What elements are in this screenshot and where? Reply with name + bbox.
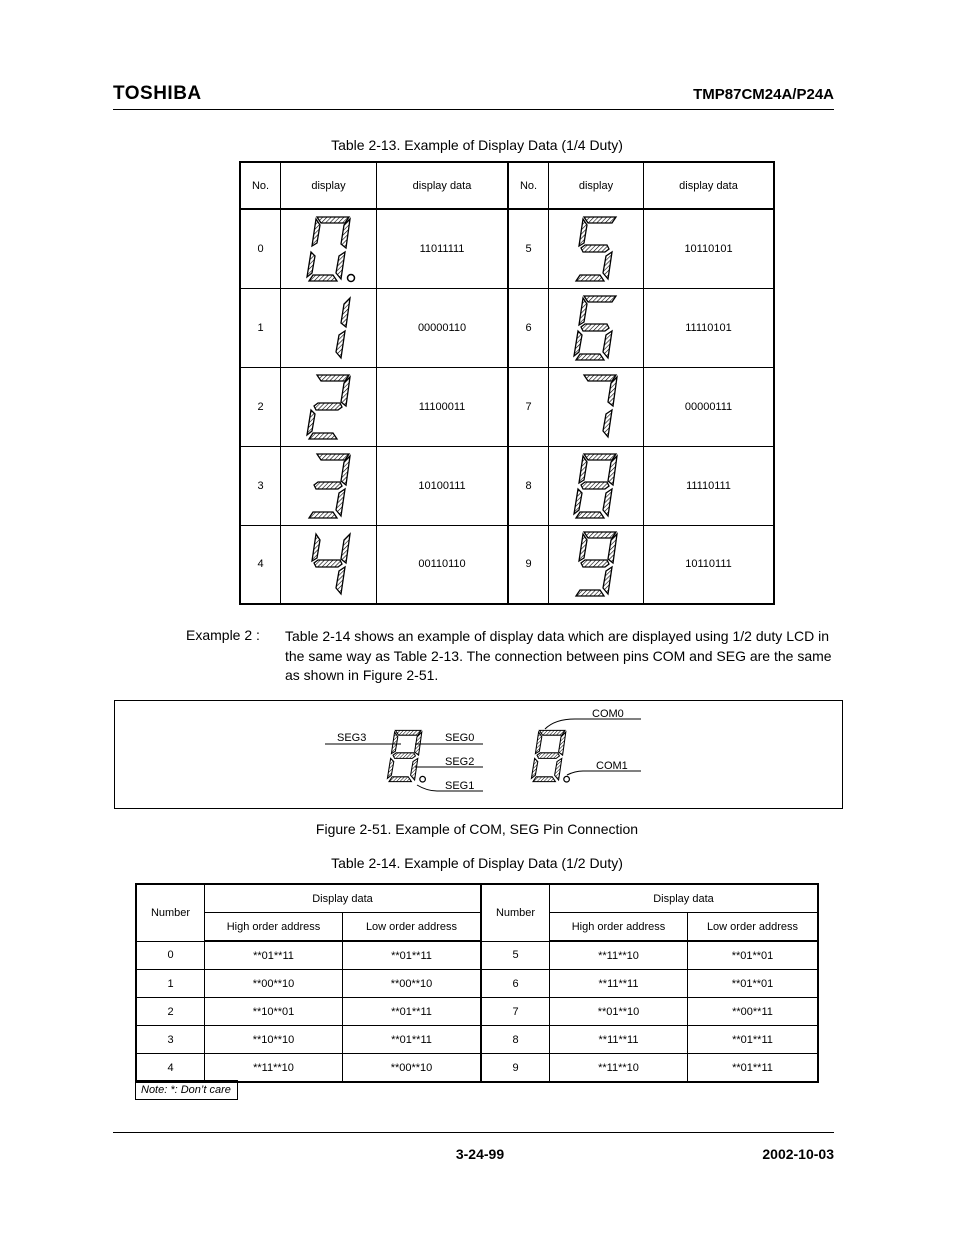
segment-f — [391, 732, 397, 754]
segment-c — [603, 489, 612, 516]
low-value: **00**10 — [343, 1054, 482, 1083]
seven-segment-digit-7 — [566, 373, 626, 441]
high-value: **11**10 — [550, 941, 688, 970]
table14-caption: Table 2-14. Example of Display Data (1/2 Duty) — [331, 855, 623, 871]
table-row — [136, 970, 818, 998]
com0-label: COM0 — [592, 708, 624, 720]
display-data-value: 10110111 — [644, 525, 775, 604]
display-data-value: 10110101 — [644, 209, 775, 288]
seven-segment-digit-5 — [566, 215, 626, 283]
high-value: **11**10 — [205, 1054, 343, 1083]
segment-a — [584, 454, 616, 460]
table-row — [136, 1054, 818, 1083]
segment-d — [309, 275, 337, 281]
seg0-label: SEG0 — [445, 732, 475, 744]
table-row — [240, 288, 774, 367]
segment-c — [411, 758, 418, 780]
seven-segment-digit-3 — [299, 452, 359, 520]
segment-f — [535, 732, 541, 754]
segment-g — [581, 482, 609, 489]
figure-pin-connection — [114, 700, 843, 809]
segment-c — [603, 567, 612, 594]
segment-g — [393, 753, 415, 759]
decimal-point-icon — [420, 776, 426, 782]
header-rule — [113, 109, 834, 110]
row-number: 6 — [508, 288, 549, 367]
segment-a — [584, 217, 616, 223]
high-value: **11**11 — [550, 970, 688, 998]
segment-a — [584, 532, 616, 538]
segment-g — [581, 324, 609, 331]
segment-d — [309, 433, 337, 439]
table-row — [240, 446, 774, 525]
segment-a — [539, 730, 565, 735]
com-digit-diagram — [531, 719, 641, 782]
digit-cell — [549, 367, 644, 446]
segment-a — [395, 730, 421, 735]
segment-d — [576, 512, 604, 518]
example-description: Table 2-14 shows an example of display data which are displayed using 1/2 duty LCD in the same way as Table 2-13. The connection between pins COM and SEG are the same as shown in Figure 2-51. — [285, 628, 832, 683]
seg2-label: SEG2 — [445, 756, 475, 768]
decimal-point-icon — [564, 776, 570, 782]
row-number: 0 — [136, 941, 205, 970]
col-display-data: Display data — [205, 884, 482, 913]
page-number: 3-24-99 — [455, 1146, 505, 1162]
digit-cell — [549, 209, 644, 288]
segment-d — [309, 512, 337, 518]
col-high-order: High order address — [205, 913, 343, 942]
segment-g — [537, 753, 559, 759]
table-row — [240, 367, 774, 446]
row-number: 0 — [240, 209, 281, 288]
table-row — [136, 998, 818, 1026]
table-row — [240, 525, 774, 604]
col-no: No. — [240, 162, 281, 209]
segment-e — [307, 410, 315, 435]
segment-f — [579, 298, 587, 325]
segment-e — [307, 252, 315, 277]
low-value: **01**11 — [343, 1026, 482, 1054]
row-number: 7 — [508, 367, 549, 446]
brand-logo: TOSHIBA — [113, 83, 202, 104]
figure-caption: Figure 2-51. Example of COM, SEG Pin Connection — [315, 821, 639, 837]
row-number: 1 — [136, 970, 205, 998]
row-number: 6 — [481, 970, 550, 998]
display-data-table-half-duty — [135, 883, 819, 1083]
segment-e — [574, 489, 582, 514]
decimal-point-icon — [347, 274, 354, 281]
high-value: **11**10 — [550, 1054, 688, 1083]
seven-segment-digit-2 — [299, 373, 359, 441]
seven-segment-digit-8 — [531, 730, 569, 782]
segment-a — [584, 296, 616, 302]
high-value: **01**10 — [550, 998, 688, 1026]
table-row — [136, 1026, 818, 1054]
low-value: **01**11 — [343, 998, 482, 1026]
segment-f — [579, 456, 587, 483]
display-data-value: 10100111 — [377, 446, 509, 525]
display-data-value: 11110111 — [644, 446, 775, 525]
segment-d — [576, 275, 604, 281]
segment-f — [579, 534, 587, 561]
display-data-value: 11100011 — [377, 367, 509, 446]
row-number: 4 — [136, 1054, 205, 1083]
row-number: 4 — [240, 525, 281, 604]
high-value: **10**01 — [205, 998, 343, 1026]
segment-g — [314, 560, 342, 567]
col-display-data: display data — [644, 162, 775, 209]
segment-a — [317, 217, 349, 223]
segment-g — [581, 560, 609, 567]
col-display-data: display data — [377, 162, 509, 209]
segment-c — [336, 252, 345, 279]
row-number: 2 — [136, 998, 205, 1026]
segment-e — [531, 758, 537, 778]
segment-f — [579, 219, 587, 246]
segment-c — [336, 489, 345, 516]
table-row — [240, 209, 774, 288]
segment-d — [576, 590, 604, 596]
seven-segment-digit-8 — [566, 452, 626, 520]
segment-a — [317, 375, 349, 381]
segment-d — [576, 354, 604, 360]
seven-segment-digit-4 — [299, 530, 359, 598]
col-low-order: Low order address — [343, 913, 482, 942]
low-value: **01**11 — [343, 941, 482, 970]
seg3-label: SEG3 — [337, 732, 367, 744]
high-value: **00**10 — [205, 970, 343, 998]
segment-c — [603, 410, 612, 437]
col-number: Number — [481, 884, 550, 941]
row-number: 2 — [240, 367, 281, 446]
seven-segment-digit-1 — [299, 294, 359, 362]
segment-f — [312, 219, 320, 246]
part-number: TMP87CM24A/P24A — [693, 86, 834, 103]
segment-g — [314, 482, 342, 489]
row-number: 3 — [136, 1026, 205, 1054]
segment-a — [317, 454, 349, 460]
high-value: **01**11 — [205, 941, 343, 970]
digit-cell — [281, 209, 377, 288]
row-number: 9 — [481, 1054, 550, 1083]
segment-b — [341, 534, 350, 563]
segment-c — [336, 331, 345, 358]
segment-e — [574, 331, 582, 356]
segment-c — [336, 567, 345, 594]
col-display-data: Display data — [550, 884, 819, 913]
display-data-value: 00000111 — [644, 367, 775, 446]
segment-g — [314, 403, 342, 410]
seven-segment-digit-0 — [299, 215, 359, 283]
com1-label: COM1 — [596, 760, 628, 772]
display-data-value: 00110110 — [377, 525, 509, 604]
digit-cell — [549, 525, 644, 604]
row-number: 5 — [508, 209, 549, 288]
low-value: **01**11 — [688, 1026, 819, 1054]
row-number: 8 — [481, 1026, 550, 1054]
col-high-order: High order address — [550, 913, 688, 942]
table-row — [136, 941, 818, 970]
dont-care-note: Note: *: Don’t care — [135, 1080, 238, 1100]
high-value: **11**11 — [550, 1026, 688, 1054]
col-number: Number — [136, 884, 205, 941]
low-value: **00**10 — [343, 970, 482, 998]
seg1-label: SEG1 — [445, 780, 475, 792]
digit-cell — [281, 288, 377, 367]
low-value: **01**11 — [688, 1054, 819, 1083]
segment-e — [387, 758, 393, 778]
low-value: **01**01 — [688, 941, 819, 970]
col-display: display — [549, 162, 644, 209]
segment-d — [389, 777, 411, 782]
row-number: 9 — [508, 525, 549, 604]
footer-rule — [113, 1132, 834, 1133]
segment-d — [533, 777, 555, 782]
revision-date: 2002-10-03 — [762, 1146, 834, 1162]
digit-cell — [549, 288, 644, 367]
segment-c — [555, 758, 562, 780]
digit-cell — [281, 367, 377, 446]
display-data-value: 00000110 — [377, 288, 509, 367]
example-label: Example 2 : — [186, 627, 260, 643]
row-number: 7 — [481, 998, 550, 1026]
segment-a — [584, 375, 616, 381]
high-value: **10**10 — [205, 1026, 343, 1054]
display-data-value: 11110101 — [644, 288, 775, 367]
seven-segment-digit-6 — [566, 294, 626, 362]
col-no: No. — [508, 162, 549, 209]
digit-cell — [281, 525, 377, 604]
row-number: 8 — [508, 446, 549, 525]
segment-c — [603, 331, 612, 358]
row-number: 5 — [481, 941, 550, 970]
display-data-table-quarter-duty — [239, 161, 775, 605]
seven-segment-digit-9 — [566, 530, 626, 598]
segment-b — [341, 298, 350, 327]
segment-f — [312, 534, 320, 561]
col-display: display — [281, 162, 377, 209]
row-number: 3 — [240, 446, 281, 525]
segment-c — [603, 252, 612, 279]
display-data-value: 11011111 — [377, 209, 509, 288]
digit-cell — [549, 446, 644, 525]
row-number: 1 — [240, 288, 281, 367]
segment-g — [581, 245, 609, 252]
seven-segment-digit-8 — [387, 730, 425, 782]
low-value: **01**01 — [688, 970, 819, 998]
digit-cell — [281, 446, 377, 525]
low-value: **00**11 — [688, 998, 819, 1026]
table13-caption: Table 2-13. Example of Display Data (1/4 Duty) — [331, 137, 623, 153]
col-low-order: Low order address — [688, 913, 819, 942]
